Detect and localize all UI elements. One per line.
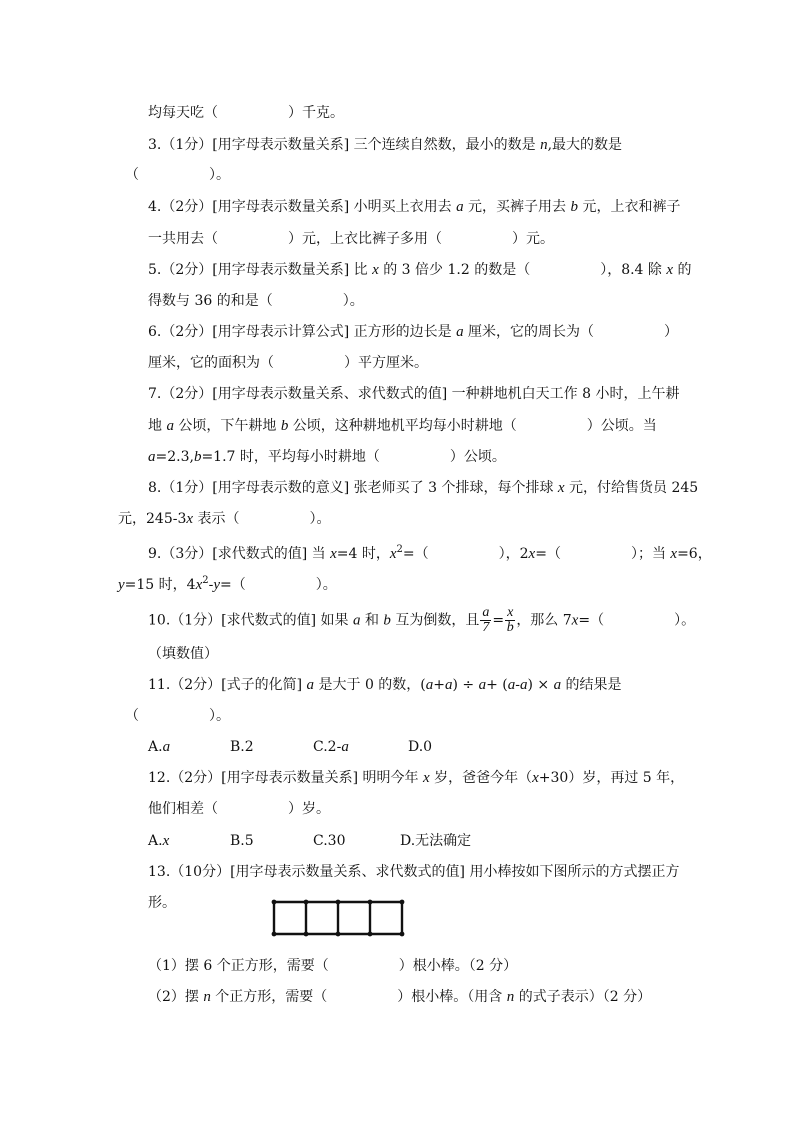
q6-line2: 厘米，它的面积为（ ）平方厘米。 — [148, 355, 428, 371]
q8-line1: 8.（1分）[用字母表示数的意义] 张老师买了 3 个排球，每个排球 x 元，付给售货员 245 — [148, 480, 699, 496]
stick-joint — [304, 900, 309, 905]
matchstick-squares-figure — [270, 898, 406, 938]
q13-line1: 13.（10分）[用字母表示数量关系、求代数式的值] 用小棒按如下图所示的方式摆正方 — [148, 864, 680, 880]
q11-option-b[interactable]: B.2 — [230, 739, 254, 755]
q3-line1: 3.（1分）[用字母表示数量关系] 三个连续自然数，最小的数是 n,最大的数是 — [148, 137, 623, 153]
q6-line1: 6.（2分）[用字母表示计算公式] 正方形的边长是 a 厘米，它的周长为（ ） — [148, 324, 679, 340]
q2-tail-line: 均每天吃（ ）千克。 — [148, 105, 344, 121]
q11-option-a[interactable]: A.a — [148, 739, 171, 755]
q12-option-c[interactable]: C.30 — [313, 833, 346, 849]
q9-line1: 9.（3分）[求代数式的值] 当 x=4 时，$x^2=$（ ），2x=（ ）；当 x=6， — [148, 544, 712, 562]
q8-line2: 元，245-3x 表示（ ）。 — [118, 511, 331, 527]
q4-line2: 一共用去（ ）元，上衣比裤子多用（ ）元。 — [148, 231, 554, 247]
q12-option-a[interactable]: A.x — [148, 833, 170, 849]
q9-line2: y=15 时，$4x^2-y=$（ ）。 — [118, 575, 337, 593]
stick-joint — [368, 932, 373, 937]
stick-joint — [368, 900, 373, 905]
stick-joint — [400, 900, 405, 905]
q12-option-b[interactable]: B.5 — [230, 833, 254, 849]
q13-sub1: （1）摆 6 个正方形，需要（ ）根小棒。（2 分） — [148, 958, 518, 974]
q11-option-d[interactable]: D.0 — [408, 739, 433, 755]
stick-joint — [336, 932, 341, 937]
q4-line1: 4.（2分）[用字母表示数量关系] 小明买上衣用去 a 元，买裤子用去 b 元，上衣和裤子 — [148, 199, 681, 215]
q10-line2: （填数值） — [148, 646, 218, 662]
q10-line1: 10.（1分）[求代数式的值] 如果 a 和 b 互为倒数，且 $\frac{a}{7}$ = $\frac{x}{b}$ ，那么 7x=（ ）。 — [148, 605, 696, 635]
q7-line3: a=2.3,b=1.7 时，平均每小时耕地（ ）公顷。 — [148, 449, 506, 465]
stick-joint — [304, 932, 309, 937]
stick-joint — [272, 932, 277, 937]
stick-joint — [400, 932, 405, 937]
q13-sub2: （2）摆 n 个正方形，需要（ ）根小棒。（用含 n 的式子表示）（2 分） — [148, 989, 652, 1005]
fraction-a-over-7: $\frac{a}{7}$ — [482, 605, 490, 635]
q13-line2: 形。 — [148, 895, 176, 911]
q7-line1: 7.（2分）[用字母表示数量关系、求代数式的值] 一种耕地机白天工作 8 小时，上午耕 — [148, 386, 680, 402]
q11-line1: 11.（2分）[式子的化简] a 是大于 0 的数，(a+a) ÷ a+ (a-a) × a 的结果是 — [148, 677, 622, 693]
q5-line2: 得数与 36 的和是（ ）。 — [148, 293, 364, 309]
q12-line2: 他们相差（ ）岁。 — [148, 801, 330, 817]
stick-joint — [336, 900, 341, 905]
stick-joint — [272, 900, 277, 905]
q12-option-d[interactable]: D.无法确定 — [400, 833, 472, 849]
q7-line2: 地 a 公顷，下午耕地 b 公顷，这种耕地机平均每小时耕地（ ）公顷。当 — [148, 418, 657, 434]
q11-option-c[interactable]: C.2-a — [313, 739, 349, 755]
q12-line1: 12.（2分）[用字母表示数量关系] 明明今年 x 岁，爸爸今年（x+30）岁，再过 5 年， — [148, 770, 685, 786]
q3-line2: （ ）。 — [125, 167, 230, 183]
q5-line1: 5.（2分）[用字母表示数量关系] 比 x 的 3 倍少 1.2 的数是（ ），8.4 除 x 的 — [148, 262, 692, 278]
q11-line2: （ ）。 — [125, 708, 230, 724]
fraction-x-over-b: $\frac{x}{b}$ — [506, 605, 514, 635]
